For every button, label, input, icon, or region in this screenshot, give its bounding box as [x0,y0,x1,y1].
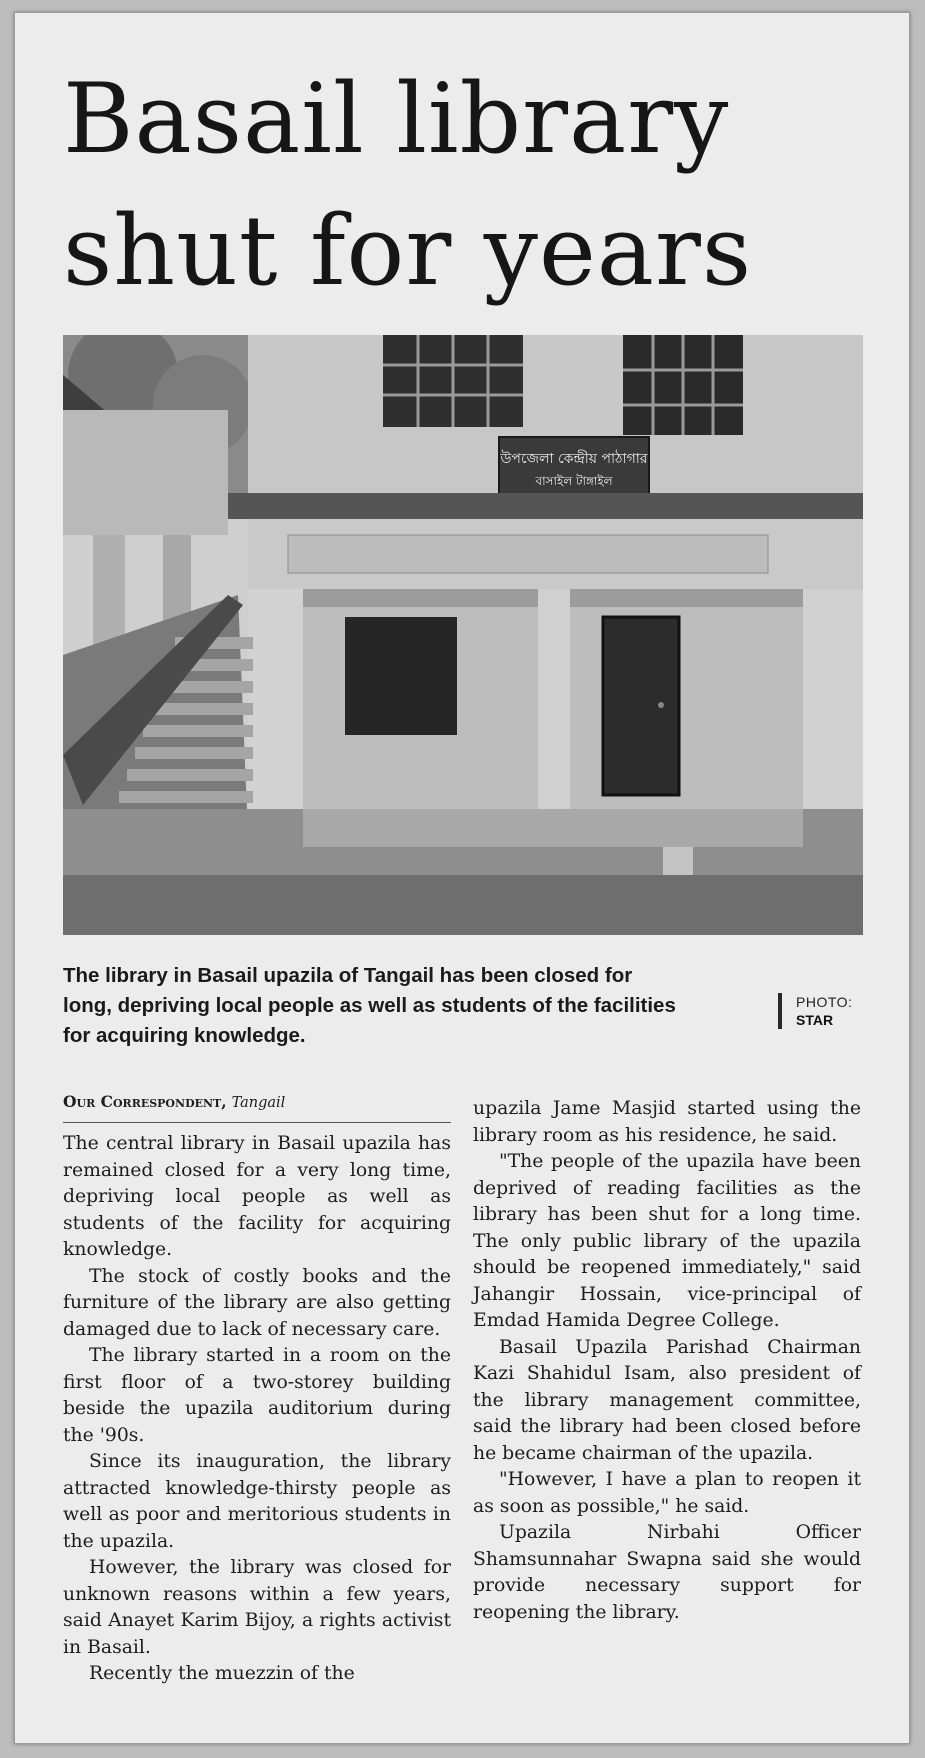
headline: Basail library shut for years [63,63,753,307]
article-paragraph: Basail Upazila Parishad Chairman Kazi Shahidul Isam, also president of the library management committee, said the library had been closed before he became chairman of the upazila. [473,1336,861,1464]
byline [63,1091,451,1123]
article-paragraph-continued: upazila Jame Masjid started using the library room as his residence, he said. [473,1098,861,1146]
article-paragraph: The stock of costly books and the furniture of the library are also getting damaged due to lack of necessary care. [63,1265,451,1340]
article-column-right [473,1096,861,1626]
article-paragraph: The library started in a room on the first floor of a two-storey building beside the upazila auditorium during the '90s. [63,1345,451,1446]
sign-text-line2: বাসাইল টাঙ্গাইল [535,474,613,488]
photo-caption: The library in Basail upazila of Tangail has been closed for long, depriving local people as well as students of the facilities for acquiring knowledge. [63,964,676,1047]
sign-text-line1: উপজেলা কেন্দ্রীয় পাঠাগার [500,451,648,467]
article-paragraph: "The people of the upazila have been deprived of reading facilities as the library has been shut for a long time. The only public library of the upazila should be reopened immediately," said Jahangir Hossain, vice-principal of Emdad Hamida Degree College. [473,1151,861,1331]
byline-place: Tangail [231,1095,286,1111]
article-paragraph: Upazila Nirbahi Officer Shamsunnahar Swapna said she would provide necessary support for reopening the library. [473,1522,861,1623]
article-paragraph: Recently the muezzin of the [89,1663,355,1684]
photo-illustration [63,335,863,935]
photo-credit-label: PHOTO: [796,994,853,1010]
photo-credit-source: STAR [796,1012,834,1028]
article-paragraph: Since its inauguration, the library attracted knowledge-thirsty people as well as poor and meritorious students in the upazila. [63,1451,451,1552]
article-paragraph: "However, I have a plan to reopen it as soon as possible," he said. [473,1469,861,1517]
photo-credit [778,993,852,1029]
byline-name: Our Correspondent, [63,1092,227,1111]
article-column-left [63,1091,451,1688]
newspaper-clipping [14,12,910,1744]
library-building-photo [63,335,863,935]
article-paragraph: The central library in Basail upazila has remained closed for a very long time, depriving local people as well as students of the facility for acquiring knowledge. [63,1133,451,1260]
article-paragraph: However, the library was closed for unknown reasons within a few years, said Anayet Karim Bijoy, a rights activist in Basail. [63,1557,451,1658]
